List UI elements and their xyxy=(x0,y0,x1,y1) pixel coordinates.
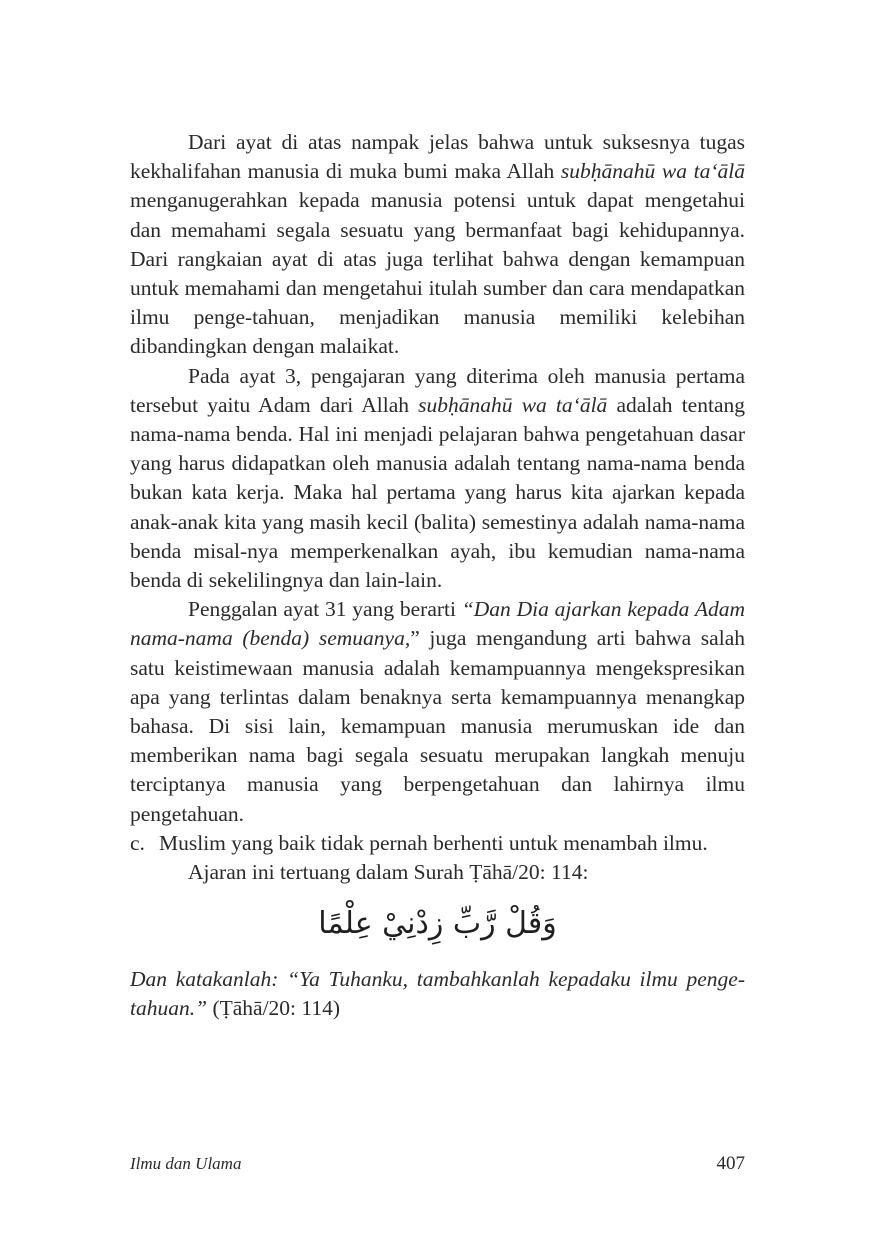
intro-line: Ajaran ini tertuang dalam Surah Ṭāhā/20: 114: xyxy=(188,860,589,885)
paragraph-1-text-b: menganugerahkan kepada manusia potensi untuk dapat mengetahui dan memahami segala sesuatu yang bermanfaat bagi kehidupannya. Dari rangkaian ayat di atas juga terlihat bahwa dengan kemampuan untuk memahami dan mengetahui itulah sumber dan cara mendapatkan ilmu penge-tahuan, menjadikan manusia memiliki kelebihan dibandingkan dengan malaikat. xyxy=(130,188,745,359)
body-text xyxy=(130,128,745,1024)
paragraph-3-text-b: ” juga mengandung arti bahwa salah satu keistimewaan manusia adalah kemampuannya mengekspresikan apa yang terlintas dalam benaknya serta kemampuannya menangkap bahasa. Di sisi lain, kemampuan manusia merumuskan ide dan memberikan nama bagi segala sesuatu merupakan langkah menuju terciptanya manusia yang berpengetahuan dan lahirnya ilmu pengetahuan. xyxy=(130,626,745,826)
paragraph-2 xyxy=(130,362,745,596)
footer-book-title: Ilmu dan Ulama xyxy=(130,1154,242,1173)
paragraph-2-text-b: adalah tentang nama-nama benda. Hal ini menjadi pelajaran bahwa pengetahuan dasar yang harus didapatkan oleh manusia adalah tentang nama-nama benda bukan kata kerja. Maka hal pertama yang harus kita ajarkan kepada anak-anak kita yang masih kecil (balita) semestinya adalah nama-nama benda misal-nya memperkenalkan ayah, ibu kemudian nama-nama benda di sekelilingnya dan lain-lain. xyxy=(130,392,745,593)
paragraph-3-italic-quote: “Dan Dia ajarkan kepada Adam nama-nama (benda) semuanya, xyxy=(130,597,745,651)
list-item-c xyxy=(130,829,745,858)
arabic-verse: وَقُلْ رَّبِّ زِدْنِيْ عِلْمًا xyxy=(318,906,557,942)
translation-reference: (Ṭāhā/20: 114) xyxy=(207,996,340,1021)
paragraph-3-text-a: Penggalan ayat 31 yang berarti xyxy=(188,597,462,622)
verse-translation xyxy=(130,965,745,1023)
paragraph-1-text-a: Dari ayat di atas nampak jelas bahwa untuk suksesnya tugas kekhalifahan manusia di muka bumi maka Allah xyxy=(130,130,745,184)
translation-italic: Dan katakanlah: “Ya Tuhanku, tambahkanlah kepadaku ilmu penge-tahuan.” xyxy=(130,967,745,1021)
list-item-text: Muslim yang baik tidak pernah berhenti untuk menambah ilmu. xyxy=(159,830,708,855)
page-footer xyxy=(130,1153,745,1175)
page-number: 407 xyxy=(716,1153,745,1174)
paragraph-2-italic-term: subḥānahū wa ta‘ālā xyxy=(418,392,608,417)
paragraph-1 xyxy=(130,128,745,362)
paragraph-1-italic-term: subḥānahū wa ta‘ālā xyxy=(560,159,745,184)
paragraph-2-text-a: Pada ayat 3, pengajaran yang diterima oleh manusia pertama tersebut yaitu Adam dari Allah xyxy=(130,363,745,417)
paragraph-3 xyxy=(130,595,745,829)
list-marker: c. xyxy=(130,830,145,855)
